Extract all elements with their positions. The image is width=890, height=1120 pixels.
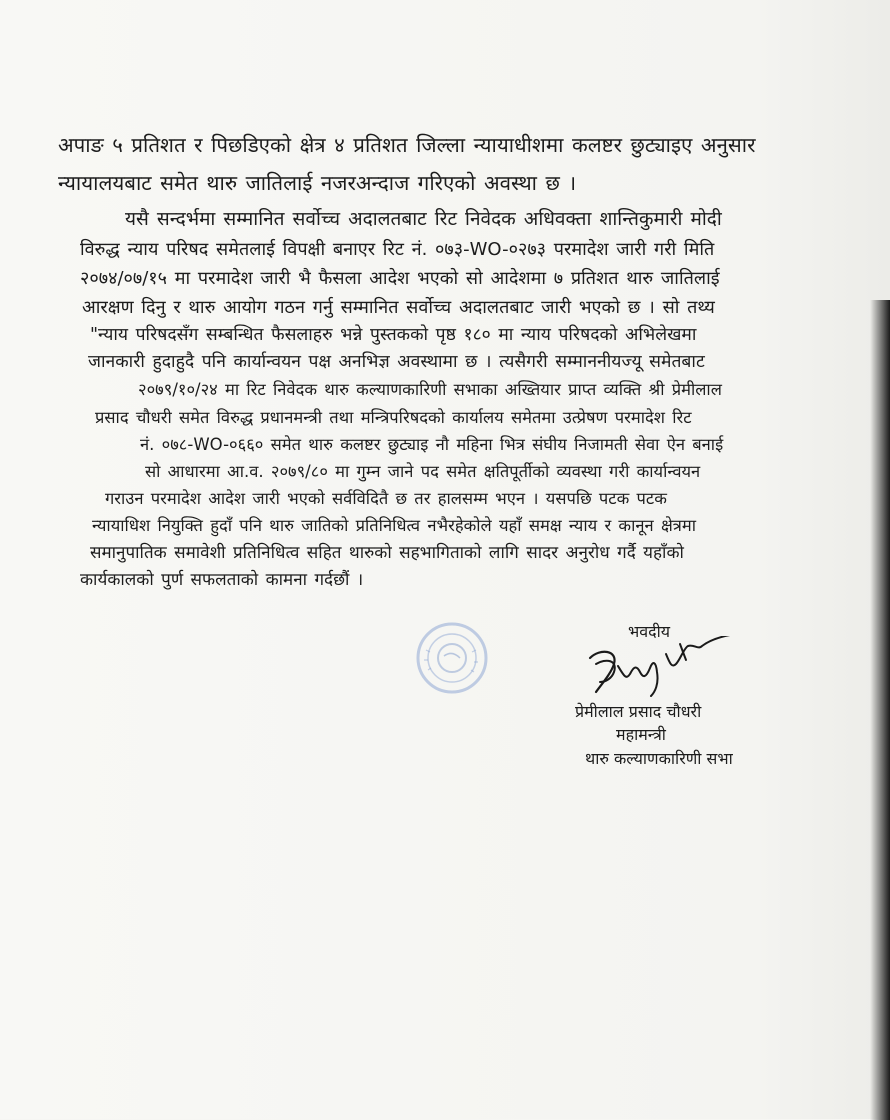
body-line-10: सो आधारमा आ.व. २०७९/८० मा गुम्न जाने पद समेत क्षतिपूर्तीको व्यवस्था गरी कार्यान्वयन — [145, 462, 701, 482]
body-line-9: नं. ०७८-WO-०६६० समेत थारु कलष्टर छुट्याइ नौ महिना भित्र संघीय निजामती सेवा ऐन बनाई — [140, 434, 724, 454]
page-edge-shadow — [870, 300, 890, 1120]
signature — [582, 636, 742, 698]
closing-text: भवदीय — [628, 622, 671, 641]
body-line-7: २०७९/१०/२४ मा रिट निवेदक थारु कल्याणकारिणी सभाका अख्तियार प्राप्त व्यक्ति श्री प्रेमीलाल — [138, 380, 722, 400]
body-line-12: न्यायाधिश नियुक्ति हुदाँ पनि थारु जातिको प्रतिनिधित्व नभैरहेकोले यहाँ समक्ष न्याय र कानून क्षेत्रमा — [92, 516, 697, 536]
body-line-14: कार्यकालको पुर्ण सफलताको कामना गर्दछौं । — [80, 569, 364, 590]
lead-paragraph — [58, 126, 848, 202]
body-line-1: यसै सन्दर्भमा सम्मानित सर्वोच्च अदालतबाट रिट निवेदक अधिवक्ता शान्तिकुमारी मोदी — [125, 208, 722, 230]
office-stamp — [414, 620, 490, 696]
organization-name: थारु कल्याणकारिणी सभा — [585, 749, 733, 768]
signatory-name: प्रेमीलाल प्रसाद चौधरी — [575, 702, 702, 721]
signatory-title: महामन्त्री — [616, 725, 666, 744]
body-paragraph — [50, 203, 840, 594]
body-line-3: २०७४/०७/१५ मा परमादेश जारी भै फैसला आदेश भएको सो आदेशमा ७ प्रतिशत थारु जातिलाई — [80, 268, 720, 289]
body-line-6: जानकारी हुदाहुदै पनि कार्यान्वयन पक्ष अनभिज्ञ अवस्थामा छ । त्यसैगरी सम्माननीयज्यू समेतबाट — [88, 352, 705, 373]
body-line-8: प्रसाद चौधरी समेत विरुद्ध प्रधानमन्त्री तथा मन्त्रिपरिषदको कार्यालय समेतमा उत्प्रेषण परमादेश रिट — [95, 407, 692, 427]
body-line-4: आरक्षण दिनु र थारु आयोग गठन गर्नु सम्मानित सर्वोच्च अदालतबाट जारी भएको छ । सो तथ्य — [82, 297, 715, 318]
body-line-2: विरुद्ध न्याय परिषद समेतलाई विपक्षी बनाएर रिट नं. ०७३-WO-०२७३ परमादेश जारी गरी मिति — [80, 239, 715, 260]
body-line-11: गराउन परमादेश आदेश जारी भएको सर्वविदितै छ तर हालसम्म भएन । यसपछि पटक पटक — [105, 489, 667, 509]
lead-line-1: अपाङ ५ प्रतिशत र पिछडिएको क्षेत्र ४ प्रतिशत जिल्ला न्यायाधीशमा कलष्टर छुट्याइए अनुसार — [58, 133, 756, 157]
body-line-13: समानुपातिक समावेशी प्रतिनिधित्व सहित थारुको सहभागिताको लागि सादर अनुरोध गर्दै यहाँको — [90, 542, 684, 563]
body-line-5: "न्याय परिषदसँग सम्बन्धित फैसलाहरु भन्ने पुस्तकको पृष्ठ १८० मा न्याय परिषदको अभिलेखमा — [90, 325, 697, 345]
lead-line-2: न्यायालयबाट समेत थारु जातिलाई नजरअन्दाज गरिएको अवस्था छ । — [58, 171, 577, 195]
